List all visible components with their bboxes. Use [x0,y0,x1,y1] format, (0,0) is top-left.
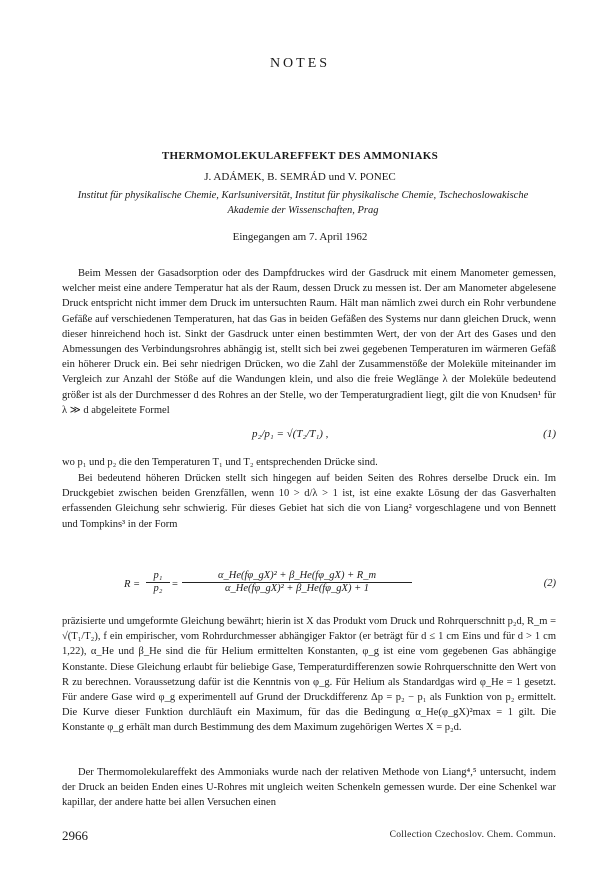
section-header: NOTES [269,56,331,71]
paragraph-2: wo p₁ und p₂ die den Temperaturen T₁ und T₂ entsprechenden Drücke sind. [62,457,378,468]
equation-2-equals: = [172,579,178,590]
equation-2-fraction-2-denominator: α_He(fφ_gX)² + β_He(fφ_gX) + 1 [224,583,370,594]
equation-2-fraction-1 [146,570,170,594]
received-date: Eingegangen am 7. April 1962 [232,231,368,243]
page-footer [62,828,556,844]
equation-1-number: (1) [543,428,556,440]
equation-2-number: (2) [543,578,556,589]
equation-2-lhs: R = [124,579,141,590]
equation-2-fraction-2 [182,570,412,594]
equation-2-fraction-2-numerator: α_He(fφ_gX)² + β_He(fφ_gX) + R_m [182,570,412,583]
article-title: THERMOMOLEKULAREFFEKT DES AMMONIAKS [161,150,439,162]
paragraph-3: Bei bedeutend höheren Drücken stellt sich hingegen auf beiden Seiten des Rohres derselbe Druck ein. Im Druckgebiet zwischen beiden Grenzfällen, wenn 10 > d/λ > 1 ist, ist eine exakte Lösung der das Gasverhalten erfassenden Gleichung sehr schwierig. Für dieses Gebiet hat sich die von Liang² vorgeschlagene und von Bennett und Tompkins³ in der Form [62,473,556,530]
author-institution: Institut für physikalische Chemie, Karlsuniversität, Institut für physikalische Chemie, Tschechoslowakische Akademie der Wissenschaften, Prag [77,190,529,216]
equation-1 [62,428,556,446]
equation-1-expression: p₂/p₁ = √(T₂/T₁) , [252,428,329,440]
page-number: 2966 [62,828,88,843]
article-authors: J. ADÁMEK, B. SEMRÁD und V. PONEC [204,171,396,183]
paragraph-5: Der Thermomolekulareffekt des Ammoniaks wurde nach der relativen Methode von Liang⁴,⁵ untersucht, indem der Druck an beiden Enden eines U-Rohres mit ungleich weiten Schenkeln gemessen wurde. Der eine Schenkel war kapillar, der andere hatte bei allen Versuchen einen [62,767,556,809]
journal-name: Collection Czechoslov. Chem. Commun. [389,830,556,840]
paragraph-1: Beim Messen der Gasadsorption oder des Dampfdruckes wird der Gasdruck mit einem Manometer gemessen, welcher meist eine andere Temperatur hat als der Raum, dessen Druck zu messen ist. Der am Manometer abgelesene Druck entspricht nicht immer dem Druck im untersuchten Raum. Hält man nämlich zwei durch ein Rohr verbundene Gefäße auf verschiedenen Temperaturen, hat das Gas in beiden Gefäßen des Systems nur dann gleichen Druck, wenn dieser hinreichend hoch ist. Sinkt der Gasdruck unter einen bestimmten Wert, der von der Art des Gases und den Abmessungen des Verbindungsrohres abhängig ist, stellt sich bei zwei gegebenen Temperaturen im wärmeren Gefäß ein höherer Druck ein. Bei sehr niedrigen Drücken, wo die Zahl der Zusammenstöße der Moleküle miteinander im Vergleich zur Anzahl der Stöße auf die Wandungen klein, und also die freie Weglänge λ der Moleküle bedeutend größer ist als der Durchmesser d des Rohres an der Stelle, wo der Temperaturgradient liegt, gilt die von Knudsen¹ für λ ≫ d abgeleitete Formel [62,268,556,416]
equation-2-fraction-1-numerator: p₁ [146,570,170,583]
equation-2-fraction-1-denominator: p₂ [153,583,163,594]
equation-2 [62,570,556,604]
paragraph-4: präzisierte und umgeformte Gleichung bewährt; hierin ist X das Produkt vom Druck und Rohrquerschnitt p₂d, R_m = √(T₁/T₂), f ein empirischer, vom Rohrdurchmesser abhängiger Faktor (er beträgt für d ≤ 1 cm Eins und für d > 1 cm 1,22), α_He und β_He sind die für Helium ermittelten Konstanten, φ_g ist eine vom gegebenen Gas abhängige Konstante. Diese Gleichung erlaubt für beliebige Gase, Temperaturdifferenzen sowie Rohrquerschnitte den Wert von R zu berechnen. Voraussetzung dafür ist die Kenntnis von φ_g. Für Helium als Standardgas wird φ_He = 1 gesetzt. Für andere Gase wird φ_g experimentell auf Grund der Druckdifferenz Δp = p₂ − p₁ als Funktion von p₂ ermittelt. Die Kurve dieser Funktion durchläuft ein Maximum, für das die Bedingung α_He(φ_gX)²max = 1 gilt. Die Konstante φ_g erhält man durch Bestimmung des dem Maximum zugehörigen Wertes X = p₂d. [62,616,556,734]
